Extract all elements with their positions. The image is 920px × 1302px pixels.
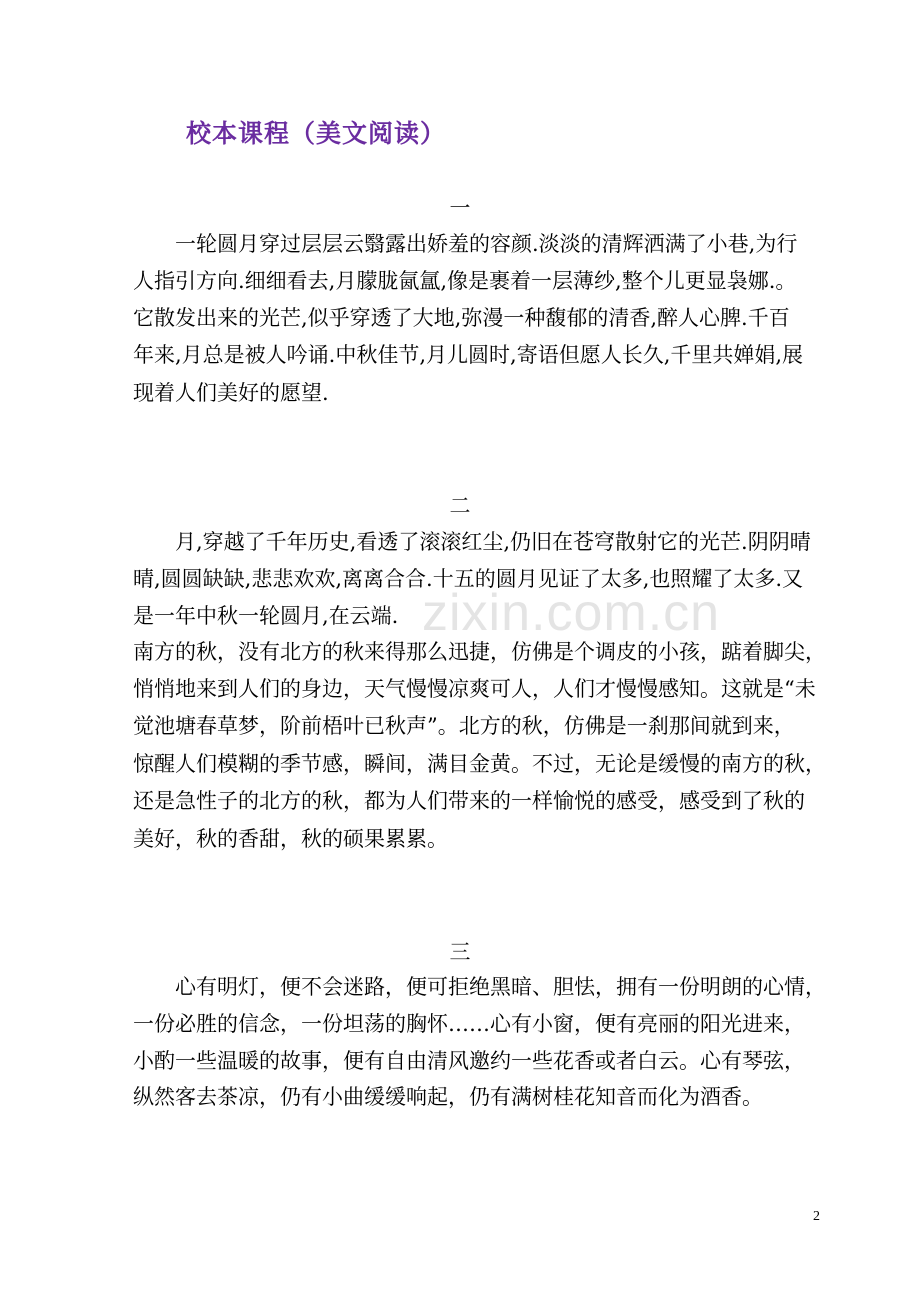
section-number: 二 xyxy=(449,494,471,518)
document-title: 校本课程（美文阅读） xyxy=(186,119,447,148)
paragraph-line: 纵然客去茶凉，仍有小曲缓缓响起，仍有满树桂花知音而化为酒香。 xyxy=(133,1085,763,1109)
section-number: 一 xyxy=(449,196,471,220)
paragraph-line: 月,穿越了千年历史,看透了滚滚红尘,仍旧在苍穹散射它的光芒.阴阴晴 xyxy=(175,530,811,554)
paragraph-line: 小酌一些温暖的故事，便有自由清风邀约一些花香或者白云。心有琴弦， xyxy=(133,1049,805,1073)
paragraph-line: 美好，秋的香甜，秋的硕果累累。 xyxy=(133,827,448,851)
paragraph-line: 一份必胜的信念，一份坦荡的胸怀……心有小窗，便有亮丽的阳光进来， xyxy=(133,1012,805,1036)
paragraph-line: 年来,月总是被人吟诵.中秋佳节,月儿圆时,寄语但愿人长久,千里共婵娟,展 xyxy=(133,343,804,367)
paragraph-line: 悄悄地来到人们的身边，天气慢慢凉爽可人，人们才慢慢感知。这就是“未 xyxy=(133,677,816,701)
paragraph-line: 一轮圆月穿过层层云翳露出娇羞的容颜.淡淡的清辉洒满了小巷,为行 xyxy=(175,232,798,256)
paragraph-line: 还是急性子的北方的秋，都为人们带来的一样愉悦的感受，感受到了秋的 xyxy=(133,789,805,813)
paragraph-line: 它散发出来的光芒,似乎穿透了大地,弥漫一种馥郁的清香,醉人心脾.千百 xyxy=(133,306,790,330)
page-number: 2 xyxy=(813,1209,820,1224)
paragraph-line: 是一年中秋一轮圆月,在云端. xyxy=(133,604,399,628)
paragraph-line: 晴,圆圆缺缺,悲悲欢欢,离离合合.十五的圆月见证了太多,也照耀了太多.又 xyxy=(133,567,804,591)
paragraph-line: 惊醒人们模糊的季节感，瞬间，满目金黄。不过，无论是缓慢的南方的秋， xyxy=(133,752,826,776)
paragraph-line: 觉池塘春草梦，阶前梧叶已秋声”。北方的秋，仿佛是一刹那间就到来， xyxy=(133,714,795,738)
paragraph-line: 现着人们美好的愿望. xyxy=(133,381,329,405)
paragraph-line: 南方的秋，没有北方的秋来得那么迅捷，仿佛是个调皮的小孩，踮着脚尖， xyxy=(133,640,826,664)
watermark: zixin.com.cn xyxy=(422,584,721,642)
paragraph-line: 人指引方向.细细看去,月朦胧氤氲,像是裹着一层薄纱,整个儿更显袅娜.。 xyxy=(133,269,797,293)
section-number: 三 xyxy=(449,940,471,964)
paragraph-line: 心有明灯，便不会迷路，便可拒绝黑暗、胆怯，拥有一份明朗的心情， xyxy=(175,975,826,999)
